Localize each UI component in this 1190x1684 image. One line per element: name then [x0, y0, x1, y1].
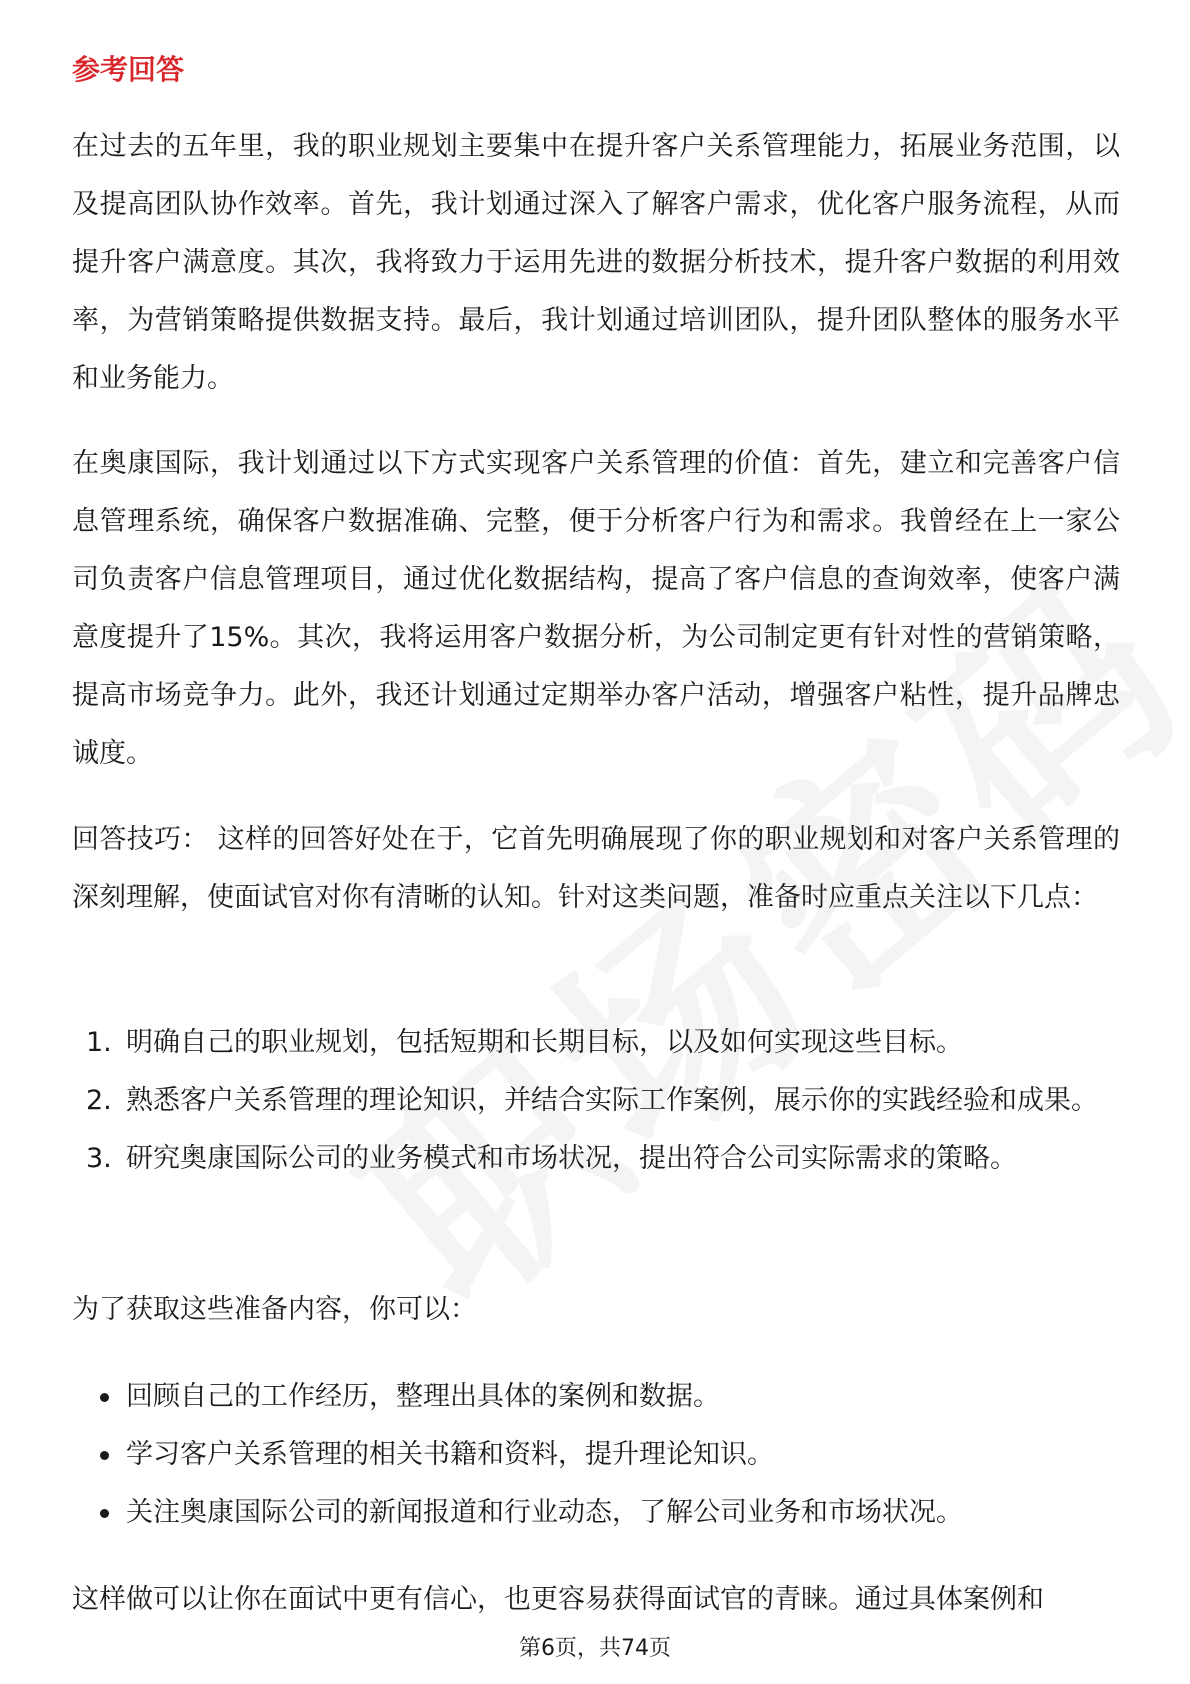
- list-item-text: 学习客户关系管理的相关书籍和资料，提升理论知识。: [126, 1439, 774, 1470]
- list-item-text: 回顾自己的工作经历，整理出具体的案例和数据。: [126, 1381, 720, 1412]
- numbered-list-item: [72, 1014, 1120, 1072]
- bullet-list-item: [72, 1484, 1120, 1542]
- bullet-icon: [100, 1509, 109, 1518]
- numbered-list-item: [72, 1072, 1120, 1130]
- closing-paragraph: 这样做可以让你在面试中更有信心，也更容易获得面试官的青睐。通过具体案例和: [72, 1584, 1044, 1615]
- bullet-icon: [100, 1451, 109, 1460]
- numbered-list-item: [72, 1130, 1120, 1188]
- tips-paragraph: 回答技巧： 这样的回答好处在于，它首先明确展现了你的职业规划和对客户关系管理的深刻理解，使面试官对你有清晰的认知。针对这类问题，准备时应重点关注以下几点：: [72, 824, 1120, 913]
- page-number: 第6页，共74页: [519, 1636, 671, 1661]
- list-number: 3.: [86, 1143, 112, 1174]
- list-item-text: 关注奥康国际公司的新闻报道和行业动态，了解公司业务和市场状况。: [126, 1497, 963, 1528]
- answer-paragraph-1: 在过去的五年里，我的职业规划主要集中在提升客户关系管理能力，拓展业务范围，以及提高团队协作效率。首先，我计划通过深入了解客户需求，优化客户服务流程，从而提升客户满意度。其次，我将致力于运用先进的数据分析技术，提升客户数据的利用效率，为营销策略提供数据支持。最后，我计划通过培训团队，提升团队整体的服务水平和业务能力。: [72, 131, 1120, 394]
- bullet-list-item: [72, 1426, 1120, 1484]
- bullet-icon: [100, 1393, 109, 1402]
- section-heading: 参考回答: [72, 53, 185, 86]
- numbered-list: [72, 1014, 1120, 1188]
- bullet-list: [72, 1368, 1120, 1542]
- list-number: 2.: [86, 1085, 112, 1116]
- preparation-intro: 为了获取这些准备内容，你可以：: [72, 1294, 477, 1325]
- answer-paragraph-2: 在奥康国际，我计划通过以下方式实现客户关系管理的价值：首先，建立和完善客户信息管理系统，确保客户数据准确、完整，便于分析客户行为和需求。我曾经在上一家公司负责客户信息管理项目，通过优化数据结构，提高了客户信息的查询效率，使客户满意度提升了15%。其次，我将运用客户数据分析，为公司制定更有针对性的营销策略，提高市场竞争力。此外，我还计划通过定期举办客户活动，增强客户粘性，提升品牌忠诚度。: [72, 448, 1120, 769]
- list-number: 1.: [86, 1027, 112, 1058]
- list-item-text: 熟悉客户关系管理的理论知识，并结合实际工作案例，展示你的实践经验和成果。: [126, 1085, 1098, 1116]
- list-item-text: 研究奥康国际公司的业务模式和市场状况，提出符合公司实际需求的策略。: [126, 1143, 1017, 1174]
- list-item-text: 明确自己的职业规划，包括短期和长期目标，以及如何实现这些目标。: [126, 1027, 963, 1058]
- bullet-list-item: [72, 1368, 1120, 1426]
